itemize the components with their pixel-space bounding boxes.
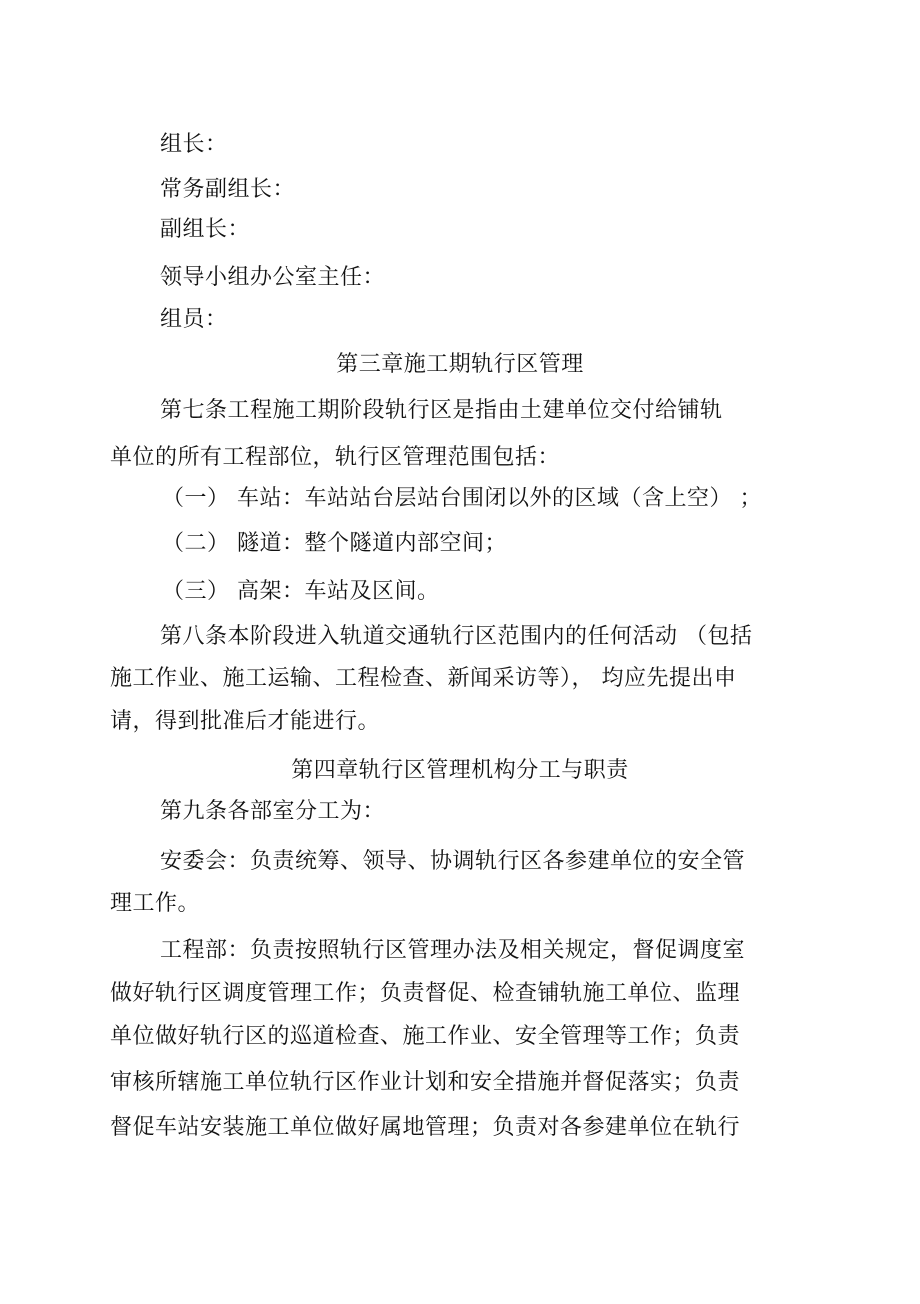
chapter4-title: 第四章轨行区管理机构分工与职责 xyxy=(291,758,629,783)
article8-line1: 第八条本阶段进入轨道交通轨行区范围内的任何活动 （包括 xyxy=(160,624,753,649)
chapter3-title: 第三章施工期轨行区管理 xyxy=(336,352,584,377)
roster-executive-deputy: 常务副组长： xyxy=(160,177,296,202)
engineering-line3: 单位做好轨行区的巡道检查、施工作业、安全管理等工作；负责 xyxy=(110,1024,741,1049)
engineering-line2: 做好轨行区调度管理工作；负责督促、检查铺轨施工单位、监理 xyxy=(110,981,741,1006)
scope-item-tunnel: （二） 隧道：整个隧道内部空间； xyxy=(162,531,507,556)
article8-line3: 请，得到批准后才能进行。 xyxy=(110,709,381,734)
article9: 第九条各部室分工为： xyxy=(160,799,386,824)
engineering-line5: 督促车站安装施工单位做好属地管理；负责对各参建单位在轨行 xyxy=(110,1115,741,1140)
roster-deputy: 副组长： xyxy=(160,217,251,242)
scope-item-station: （一） 车站：车站站台层站台围闭以外的区域（含上空） ； xyxy=(162,486,762,511)
article7-line2: 单位的所有工程部位，轨行区管理范围包括： xyxy=(110,445,561,470)
roster-members: 组员： xyxy=(160,307,228,332)
engineering-line4: 审核所辖施工单位轨行区作业计划和安全措施并督促落实；负责 xyxy=(110,1070,741,1095)
safety-committee-line1: 安委会：负责统筹、领导、协调轨行区各参建单位的安全管 xyxy=(160,849,746,874)
scope-item-elevated: （三） 高架：车站及区间。 xyxy=(162,579,440,604)
roster-leader: 组长： xyxy=(160,132,228,157)
roster-office-director: 领导小组办公室主任： xyxy=(160,265,386,290)
article8-line2: 施工作业、施工运输、工程检查、新闻采访等）， 均应先提出申 xyxy=(110,666,737,691)
article7-line1: 第七条工程施工期阶段轨行区是指由土建单位交付给铺轨 xyxy=(160,398,723,423)
engineering-line1: 工程部：负责按照轨行区管理办法及相关规定，督促调度室 xyxy=(160,938,746,963)
safety-committee-line2: 理工作。 xyxy=(110,891,201,916)
